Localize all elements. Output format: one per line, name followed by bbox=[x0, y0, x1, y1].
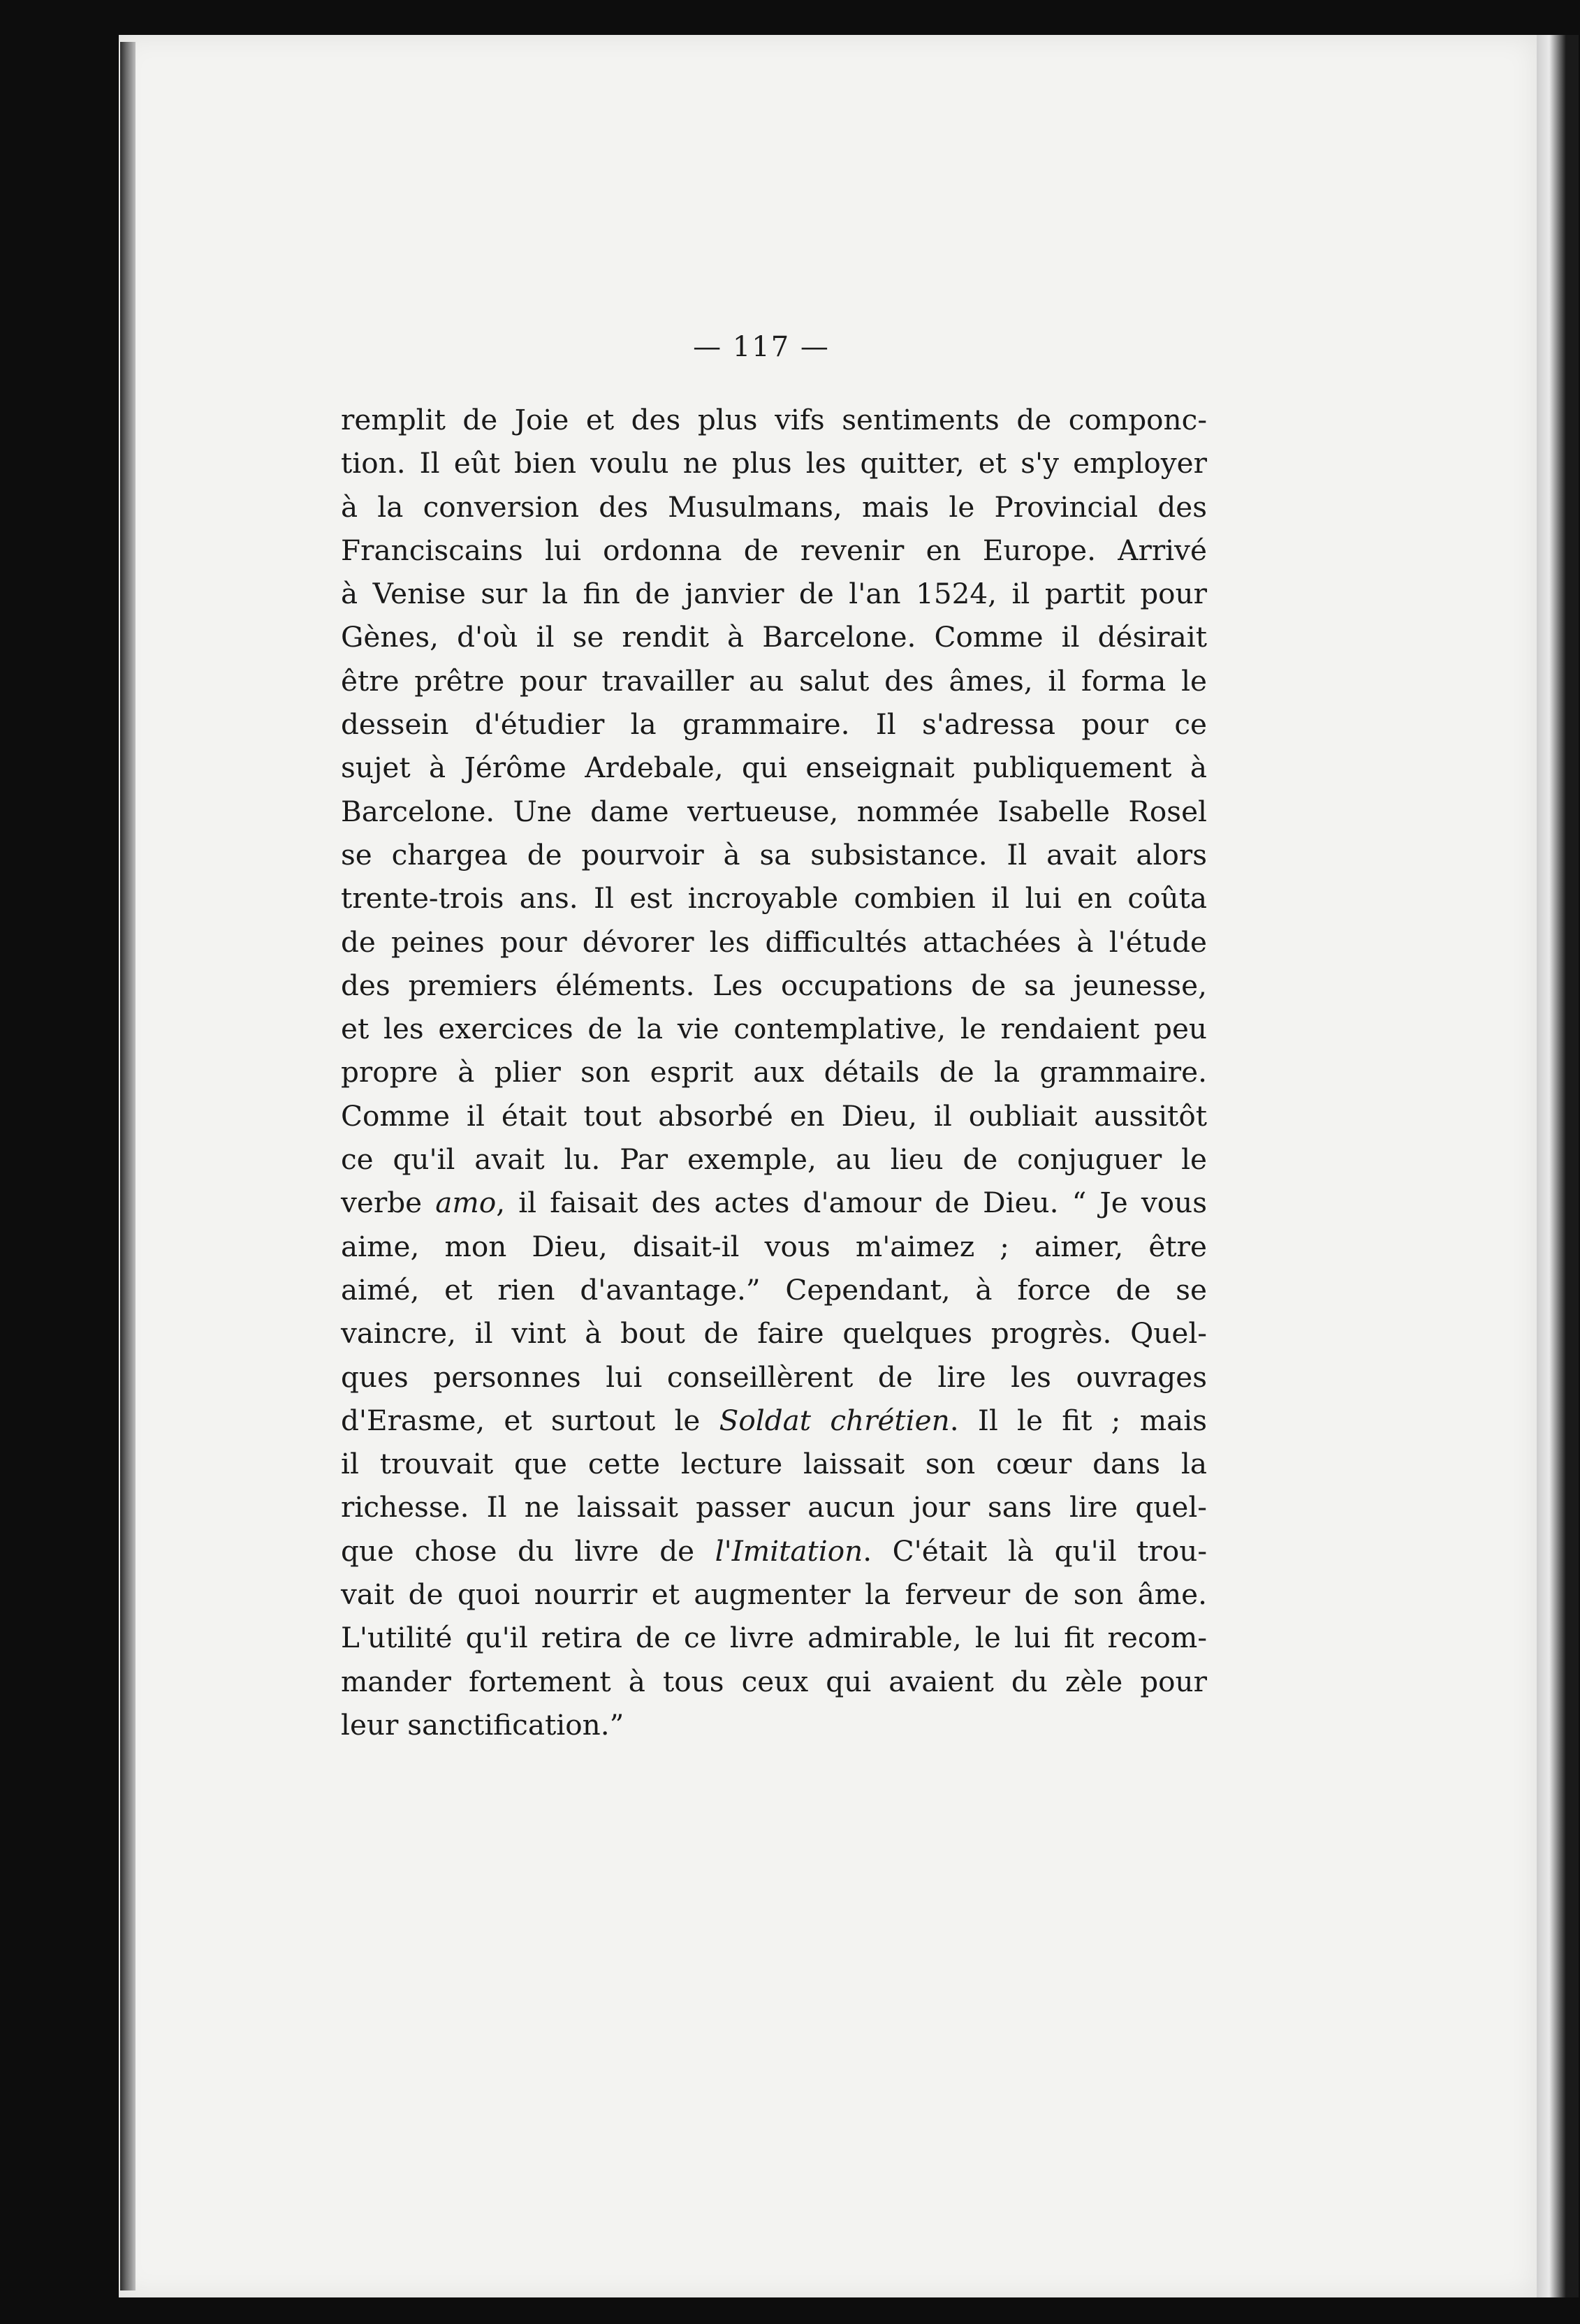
italic-title: l'Imitation bbox=[715, 1534, 863, 1568]
text-segment: que chose du livre de bbox=[341, 1534, 715, 1568]
page-right-edge bbox=[1537, 35, 1579, 2297]
italic-title: Soldat chrétien bbox=[719, 1403, 950, 1437]
text-line: il trouvait que cette lecture laissait son cœur dans la bbox=[341, 1447, 1207, 1481]
text-segment: verbe bbox=[341, 1186, 436, 1220]
text-line: sujet à Jérôme Ardebale, qui enseignait publiquement à bbox=[341, 751, 1207, 785]
text-segment: d'Erasme, et surtout le bbox=[341, 1403, 719, 1437]
text-line: Comme il était tout absorbé en Dieu, il oubliait aussitôt bbox=[341, 1098, 1207, 1133]
text-line: ce qu'il avait lu. Par exemple, au lieu de conjuguer le bbox=[341, 1142, 1207, 1177]
body-text bbox=[341, 398, 1207, 1746]
text-line: vait de quoi nourrir et augmenter la ferveur de son âme. bbox=[341, 1577, 1207, 1612]
text-line: leur sanctification.” bbox=[341, 1707, 624, 1742]
text-line bbox=[341, 1399, 1207, 1442]
text-line: dessein d'étudier la grammaire. Il s'adressa pour ce bbox=[341, 707, 1207, 742]
text-line: à la conversion des Musulmans, mais le Provincial des bbox=[341, 490, 1207, 524]
text-line: propre à plier son esprit aux détails de la grammaire. bbox=[341, 1055, 1207, 1089]
italic-title: amo bbox=[435, 1186, 497, 1220]
text-line: à Venise sur la fin de janvier de l'an 1524, il partit pour bbox=[341, 577, 1207, 611]
text-line: Barcelone. Une dame vertueuse, nommée Isabelle Rosel bbox=[341, 794, 1207, 828]
text-line: remplit de Joie et des plus vifs sentiments de componc- bbox=[341, 403, 1207, 436]
text-line: richesse. Il ne laissait passer aucun jour sans lire quel- bbox=[341, 1490, 1207, 1524]
text-segment: . C'était là qu'il trou- bbox=[863, 1534, 1207, 1568]
text-line: Franciscains lui ordonna de revenir en Europe. Arrivé bbox=[341, 533, 1207, 567]
text-line: tion. Il eût bien voulu ne plus les quitter, et s'y employer bbox=[341, 446, 1207, 480]
text-line: L'utilité qu'il retira de ce livre admirable, le lui fit recom- bbox=[341, 1621, 1207, 1655]
text-line: aimé, et rien d'avantage.” Cependant, à force de se bbox=[341, 1272, 1207, 1307]
text-line: et les exercices de la vie contemplative, le rendaient peu bbox=[341, 1012, 1207, 1046]
text-line bbox=[341, 1529, 1207, 1573]
text-line bbox=[341, 1181, 1207, 1224]
page-number: — 117 — bbox=[693, 331, 830, 363]
text-segment: , il faisait des actes d'amour de Dieu. “ Je vous bbox=[496, 1186, 1208, 1220]
text-line: de peines pour dévorer les difficultés attachées à l'étude bbox=[341, 925, 1207, 959]
text-line: ques personnes lui conseillèrent de lire les ouvrages bbox=[341, 1360, 1207, 1394]
text-line: être prêtre pour travailler au salut des âmes, il forma le bbox=[341, 663, 1207, 698]
text-line: aime, mon Dieu, disait-il vous m'aimez ; aimer, être bbox=[341, 1229, 1207, 1263]
text-line: Gènes, d'où il se rendit à Barcelone. Comme il désirait bbox=[341, 620, 1207, 654]
page-binding-edge bbox=[120, 42, 136, 2290]
text-line: trente-trois ans. Il est incroyable combien il lui en coûta bbox=[341, 881, 1207, 915]
text-line: des premiers éléments. Les occupations de sa jeunesse, bbox=[341, 968, 1207, 1002]
text-line: vaincre, il vint à bout de faire quelques progrès. Quel- bbox=[341, 1316, 1207, 1351]
text-segment: . Il le fit ; mais bbox=[949, 1403, 1207, 1437]
text-line: se chargea de pourvoir à sa subsistance. Il avait alors bbox=[341, 837, 1207, 872]
text-line: mander fortement à tous ceux qui avaient du zèle pour bbox=[341, 1664, 1207, 1698]
